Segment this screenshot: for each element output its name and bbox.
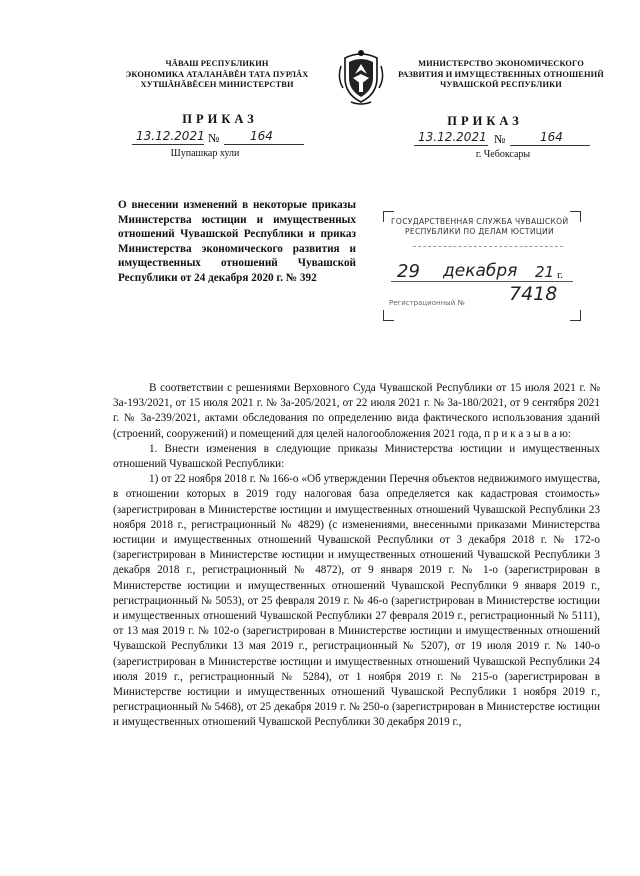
header-right-line-1: МИНИСТЕРСТВО ЭКОНОМИЧЕСКОГО bbox=[418, 59, 584, 68]
order-date-left: 13.12.2021 bbox=[136, 129, 205, 143]
order-date-number-right bbox=[414, 130, 604, 148]
prikaz-right: ПРИКАЗ bbox=[447, 114, 523, 128]
header-left bbox=[112, 59, 322, 91]
header-left-line-1: ЧĂВАШ РЕСПУБЛИКИН bbox=[165, 59, 269, 68]
body-text bbox=[113, 381, 600, 731]
body-paragraph-2: 1. Внести изменения в следующие приказы Министерства юстиции и имущественных отношений Чувашской Республики: bbox=[113, 442, 600, 471]
stamp-date-day: 29 bbox=[397, 261, 420, 282]
order-date-number-left bbox=[132, 129, 314, 147]
stamp-agency-line-2: РЕСПУБЛИКИ ПО ДЕЛАМ ЮСТИЦИИ bbox=[405, 227, 554, 236]
header-right-line-2: РАЗВИТИЯ И ИМУЩЕСТВЕННЫХ ОТНОШЕНИЙ bbox=[398, 69, 604, 79]
coat-of-arms-emblem bbox=[337, 48, 385, 106]
prikaz-left: ПРИКАЗ bbox=[182, 112, 258, 126]
header-right bbox=[395, 59, 607, 91]
header-right-line-3: ЧУВАШСКОЙ РЕСПУБЛИКИ bbox=[440, 80, 562, 89]
stamp-registration-label: Регистрационный № bbox=[389, 299, 465, 307]
number-sign-left: № bbox=[208, 131, 220, 145]
header-left-line-3: ХУТШĂНĂВĔСЕН МИНИСТЕРСТВИ bbox=[140, 80, 294, 89]
stamp-year-suffix: г. bbox=[557, 269, 564, 281]
registration-stamp bbox=[383, 211, 581, 321]
stamp-registration-number: 7418 bbox=[509, 283, 558, 305]
place-right: г. Чебоксары bbox=[475, 149, 531, 160]
document-title: О внесении изменений в некоторые приказы Министерства юстиции и имущественных отношений Чувашской Республики и приказ Министерства экономического развития и имущественных отношений Чувашской Республики от 24 декабря 2020 г. № 392 bbox=[118, 199, 356, 284]
body-paragraph-3: 1) от 22 ноября 2018 г. № 166-о «Об утверждении Перечня объектов недвижимого имущества, в отношении которых в 2019 году налоговая база определяется как кадастровая стоимость» (зарегистрирован в Министерстве юстиции и имущественных отношений Чувашской Республики 23 ноября 2018 г., регистрационный № 4829) (с изменениями, внесенными приказами Министерства юстиции и имущественных отношений Чувашской Республики от 3 декабря 2018 г. № 172-о (зарегистрирован в Министерстве юстиции и имущественных отношений Чувашской Республики 3 декабря 2018 г., регистрационный № 4872), от 9 января 2019 г. № 1-о (зарегистрирован в Министерстве юстиции и имущественных отношений Чувашской Республики 9 января 2019 г., регистрационный № 5053), от 25 февраля 2019 г. № 46-о (зарегистрирован в Министерстве юстиции и имущественных отношений Чувашской Республики 27 февраля 2019 г., регистрационный № 5111), от 13 мая 2019 г. № 102-о (зарегистрирован в Министерстве юстиции и имущественных отношений Чувашской Республики 13 мая 2019 г., регистрационный № 5207), от 19 июля 2019 г. № 140-о (зарегистрирован в Министерстве юстиции и имущественных отношений Чувашской Республики 24 июля 2019 г., регистрационный № 5284), от 1 ноября 2019 г. № 215-о (зарегистрирован в Министерстве юстиции и имущественных отношений Чувашской Республики 1 ноября 2019 г., регистрационный № 5468), от 25 декабря 2019 г. № 250-о (зарегистрирован в Министерстве юстиции и имущественных отношений Чувашской Республики 30 декабря 2019 г., bbox=[113, 473, 600, 729]
number-sign-right: № bbox=[494, 132, 506, 146]
order-number-right: 164 bbox=[540, 130, 563, 144]
order-number-left: 164 bbox=[250, 129, 273, 143]
place-left: Шупашкар хули bbox=[170, 148, 240, 159]
body-paragraph-1: В соответствии с решениями Верховного Суда Чувашской Республики от 15 июля 2021 г. № 3а-193/2021, от 15 июля 2021 г. № 3а-205/2021, от 22 июля 2021 г. № 3а-180/2021, от 9 сентября 2021 г. № 3а-239/2021, актами обследования по определению вида фактического использования зданий (строений, сооружений) и помещений для целей налогообложения 2021 года, п р и к а з ы в а ю: bbox=[113, 382, 600, 440]
stamp-date-year: 21 bbox=[535, 263, 555, 281]
stamp-date-month: декабря bbox=[443, 261, 518, 281]
stamp-agency-line-1: ГОСУДАРСТВЕННАЯ СЛУЖБА ЧУВАШСКОЙ bbox=[391, 217, 569, 226]
order-date-right: 13.12.2021 bbox=[418, 130, 487, 144]
header-left-line-2: ЭКОНОМИКА АТАЛАНĂВĔН ТАТА ПУРЛĂХ bbox=[125, 69, 309, 79]
